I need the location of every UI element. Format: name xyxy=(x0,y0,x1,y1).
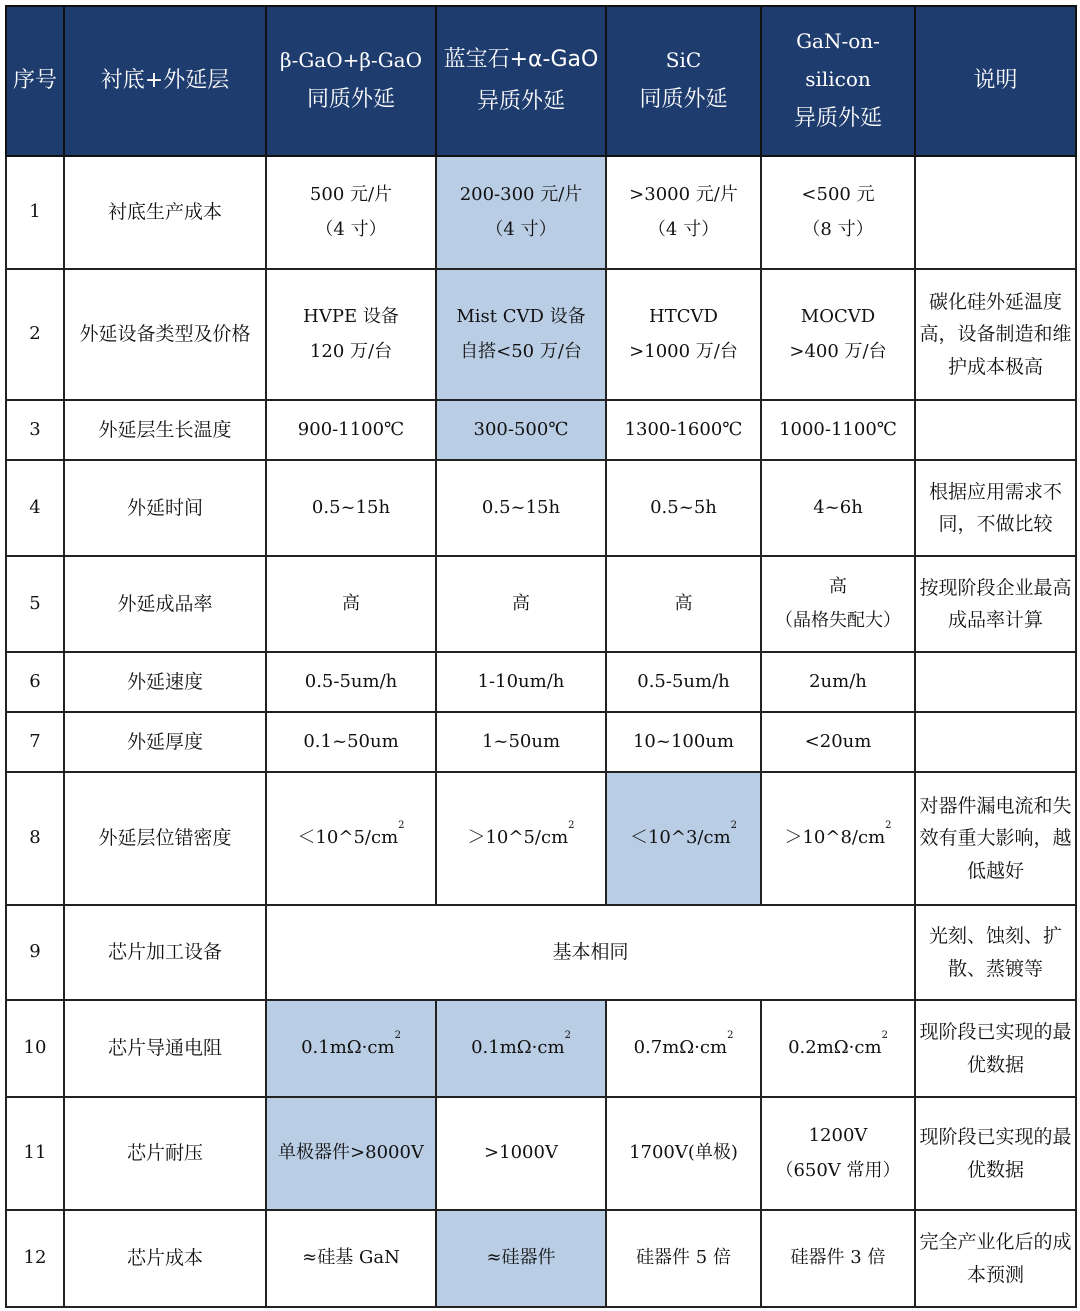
cell-text: 1~50um xyxy=(481,730,561,752)
cell-text: 现阶段已实现的最 xyxy=(919,1126,1072,1149)
row-index: 4 xyxy=(6,460,64,556)
cell-text: MOCVD xyxy=(800,306,876,328)
cell-text: 成品率计算 xyxy=(947,609,1043,631)
cell-text: 优数据 xyxy=(966,1158,1024,1181)
cell-text: 硅器件 3 倍 xyxy=(790,1247,886,1269)
value-cell xyxy=(606,772,761,905)
cell-text: 对器件漏电流和失 xyxy=(919,795,1072,818)
cell-text: $<10\^{}3/cm^2$ xyxy=(629,820,738,849)
cell-text: 1300-1600℃ xyxy=(624,418,743,440)
cell-text: Mist CVD 设备 xyxy=(456,306,586,328)
value-cell xyxy=(761,156,915,269)
row-index: 6 xyxy=(6,652,64,712)
cell-text: 1200V xyxy=(808,1125,868,1147)
cell-text: >3000 元/片 xyxy=(629,184,738,206)
cell-text: 完全产业化后的成 xyxy=(919,1231,1072,1254)
value-cell xyxy=(436,772,606,905)
cell-text: 0.5-5um/h xyxy=(304,670,398,692)
header-item: 衬底+外延层 xyxy=(64,6,266,156)
value-cell xyxy=(606,1097,761,1210)
cell-text: 2um/h xyxy=(809,670,867,692)
cell-text: 高 xyxy=(342,592,360,614)
value-cell xyxy=(761,400,915,460)
table-row xyxy=(6,1097,1076,1210)
note-cell xyxy=(915,269,1076,400)
value-cell xyxy=(266,772,436,905)
note-cell xyxy=(915,156,1076,269)
value-cell xyxy=(266,556,436,652)
cell-text: 光刻、蚀刻、扩 xyxy=(928,925,1062,948)
row-index: 7 xyxy=(6,712,64,772)
cell-text: 0.5-5um/h xyxy=(637,670,730,692)
cell-text: 10~100um xyxy=(632,730,734,752)
row-item: 外延速度 xyxy=(64,652,266,712)
value-cell xyxy=(606,652,761,712)
cell-text: （4 寸） xyxy=(485,218,557,240)
value-cell xyxy=(436,156,606,269)
cell-text: 0.5~15h xyxy=(481,496,561,518)
row-item: 外延层生长温度 xyxy=(64,400,266,460)
cell-text: 300-500℃ xyxy=(473,418,569,440)
header-gan: GaN-on- silicon 异质外延 xyxy=(761,6,915,156)
note-cell xyxy=(915,1000,1076,1097)
value-cell xyxy=(761,652,915,712)
cell-text: （650V 常用） xyxy=(775,1159,901,1181)
row-item: 外延层位错密度 xyxy=(64,772,266,905)
header-ga2o3-homo: β-GaO+β-GaO 同质外延 xyxy=(266,6,436,156)
cell-text: 高 xyxy=(829,575,847,597)
cell-text: 高，设备制造和维 xyxy=(919,323,1072,346)
value-cell xyxy=(436,269,606,400)
cell-text: （4 寸） xyxy=(647,218,720,240)
value-cell xyxy=(606,269,761,400)
table-row xyxy=(6,460,1076,556)
table-row xyxy=(6,652,1076,712)
value-cell xyxy=(606,712,761,772)
table-row xyxy=(6,905,1076,1000)
cell-text: 0.5~15h xyxy=(311,496,391,518)
cell-text: 根据应用需求不 xyxy=(928,480,1062,503)
value-cell xyxy=(761,269,915,400)
row-item: 芯片加工设备 xyxy=(64,905,266,1000)
table-row xyxy=(6,1000,1076,1097)
cell-text: 1000-1100℃ xyxy=(779,418,897,440)
value-cell xyxy=(266,1210,436,1307)
row-index: 11 xyxy=(6,1097,64,1210)
cell-text: $>10\^{}5/cm^2$ xyxy=(467,820,575,849)
value-cell xyxy=(436,1210,606,1307)
value-cell xyxy=(266,1000,436,1097)
value-cell xyxy=(266,460,436,556)
table-body xyxy=(6,156,1076,1307)
header-index: 序号 xyxy=(6,6,64,156)
value-cell xyxy=(606,156,761,269)
cell-text: 单极器件>8000V xyxy=(278,1142,424,1164)
cell-text: >1000 万/台 xyxy=(629,340,738,362)
cell-text: HVPE 设备 xyxy=(303,306,399,328)
row-index: 8 xyxy=(6,772,64,905)
value-cell xyxy=(436,460,606,556)
row-item: 芯片导通电阻 xyxy=(64,1000,266,1097)
table-row xyxy=(6,156,1076,269)
cell-text: >1000V xyxy=(484,1142,558,1164)
cell-text: <500 元 xyxy=(801,184,875,206)
cell-text: $>10\^{}8/cm^2$ xyxy=(784,820,892,849)
cell-text: （晶格失配大） xyxy=(775,610,901,631)
cell-text: $0.2m\Omega\cdot cm^2$ xyxy=(788,1030,888,1059)
value-cell xyxy=(761,712,915,772)
value-cell xyxy=(761,1210,915,1307)
note-cell xyxy=(915,400,1076,460)
cell-text: $0.1m\Omega\cdot cm^2$ xyxy=(471,1030,571,1059)
header-ga2o3-hetero: 蓝宝石+α-GaO 异质外延 xyxy=(436,6,606,156)
cell-text: （4 寸） xyxy=(315,218,387,240)
note-cell xyxy=(915,1210,1076,1307)
row-index: 2 xyxy=(6,269,64,400)
cell-text: 本预测 xyxy=(966,1263,1024,1286)
merged-cell: 基本相同 xyxy=(266,905,915,1000)
value-cell xyxy=(436,1000,606,1097)
value-cell xyxy=(606,1000,761,1097)
row-index: 5 xyxy=(6,556,64,652)
cell-text: ≈硅基 GaN xyxy=(302,1247,400,1269)
cell-text: 散、蒸镀等 xyxy=(947,957,1043,980)
value-cell xyxy=(761,1097,915,1210)
cell-text: 护成本极高 xyxy=(947,355,1043,378)
row-item: 外延设备类型及价格 xyxy=(64,269,266,400)
value-cell xyxy=(606,1210,761,1307)
cell-text: （8 寸） xyxy=(802,218,874,240)
cell-text: HTCVD xyxy=(649,306,718,328)
row-item: 外延成品率 xyxy=(64,556,266,652)
cell-text: 低越好 xyxy=(966,859,1024,882)
cell-text: $0.1m\Omega\cdot cm^2$ xyxy=(301,1030,401,1059)
header-sic: SiC 同质外延 xyxy=(606,6,761,156)
comparison-table xyxy=(5,5,1077,1308)
header-row xyxy=(6,6,1076,156)
cell-text: 高 xyxy=(512,592,530,614)
cell-text: 按现阶段企业最高 xyxy=(919,576,1072,599)
row-index: 12 xyxy=(6,1210,64,1307)
value-cell xyxy=(436,400,606,460)
cell-text: 0.1~50um xyxy=(303,730,399,752)
table-row xyxy=(6,712,1076,772)
value-cell xyxy=(266,269,436,400)
value-cell xyxy=(606,556,761,652)
cell-text: 同，不做比较 xyxy=(938,513,1053,535)
cell-text: $<10\^{}5/cm^2$ xyxy=(297,820,405,849)
row-item: 芯片耐压 xyxy=(64,1097,266,1210)
value-cell xyxy=(266,1097,436,1210)
cell-text: ≈硅器件 xyxy=(486,1247,556,1269)
value-cell xyxy=(761,556,915,652)
row-index: 1 xyxy=(6,156,64,269)
cell-text: 1-10um/h xyxy=(477,670,565,692)
value-cell xyxy=(606,460,761,556)
cell-text: >400 万/台 xyxy=(789,340,887,362)
cell-text: 高 xyxy=(674,592,693,614)
table-row xyxy=(6,269,1076,400)
row-index: 3 xyxy=(6,400,64,460)
row-item: 芯片成本 xyxy=(64,1210,266,1307)
cell-text: 1700V(单极) xyxy=(629,1142,738,1164)
cell-text: 效有重大影响，越 xyxy=(919,827,1072,850)
row-item: 外延时间 xyxy=(64,460,266,556)
value-cell xyxy=(606,400,761,460)
value-cell xyxy=(436,1097,606,1210)
note-cell xyxy=(915,712,1076,772)
note-cell xyxy=(915,772,1076,905)
header-note: 说明 xyxy=(915,6,1076,156)
note-cell xyxy=(915,460,1076,556)
cell-text: 硅器件 5 倍 xyxy=(636,1247,731,1269)
note-cell xyxy=(915,1097,1076,1210)
table-row xyxy=(6,400,1076,460)
cell-text: 自搭<50 万/台 xyxy=(460,340,582,362)
cell-text: 120 万/台 xyxy=(309,340,393,362)
cell-text: 现阶段已实现的最 xyxy=(919,1021,1072,1044)
cell-text: 200-300 元/片 xyxy=(459,184,583,206)
table-row xyxy=(6,1210,1076,1307)
cell-text: 900-1100℃ xyxy=(297,418,405,440)
cell-text: 500 元/片 xyxy=(309,184,393,206)
cell-text: 碳化硅外延温度 xyxy=(928,291,1062,314)
value-cell xyxy=(436,652,606,712)
value-cell xyxy=(761,1000,915,1097)
value-cell xyxy=(436,712,606,772)
note-cell xyxy=(915,652,1076,712)
value-cell xyxy=(761,460,915,556)
table-row xyxy=(6,556,1076,652)
cell-text: 优数据 xyxy=(966,1053,1024,1076)
cell-text: $0.7m\Omega\cdot cm^2$ xyxy=(633,1030,734,1059)
note-cell xyxy=(915,556,1076,652)
value-cell xyxy=(436,556,606,652)
table-row xyxy=(6,772,1076,905)
row-item: 衬底生产成本 xyxy=(64,156,266,269)
cell-text: 0.5~5h xyxy=(650,496,717,518)
cell-text: <20um xyxy=(804,730,872,752)
row-item: 外延厚度 xyxy=(64,712,266,772)
value-cell xyxy=(266,652,436,712)
value-cell xyxy=(266,156,436,269)
value-cell xyxy=(761,772,915,905)
cell-text: 4~6h xyxy=(813,496,863,518)
row-index: 9 xyxy=(6,905,64,1000)
value-cell xyxy=(266,400,436,460)
value-cell xyxy=(266,712,436,772)
note-cell xyxy=(915,905,1076,1000)
row-index: 10 xyxy=(6,1000,64,1097)
